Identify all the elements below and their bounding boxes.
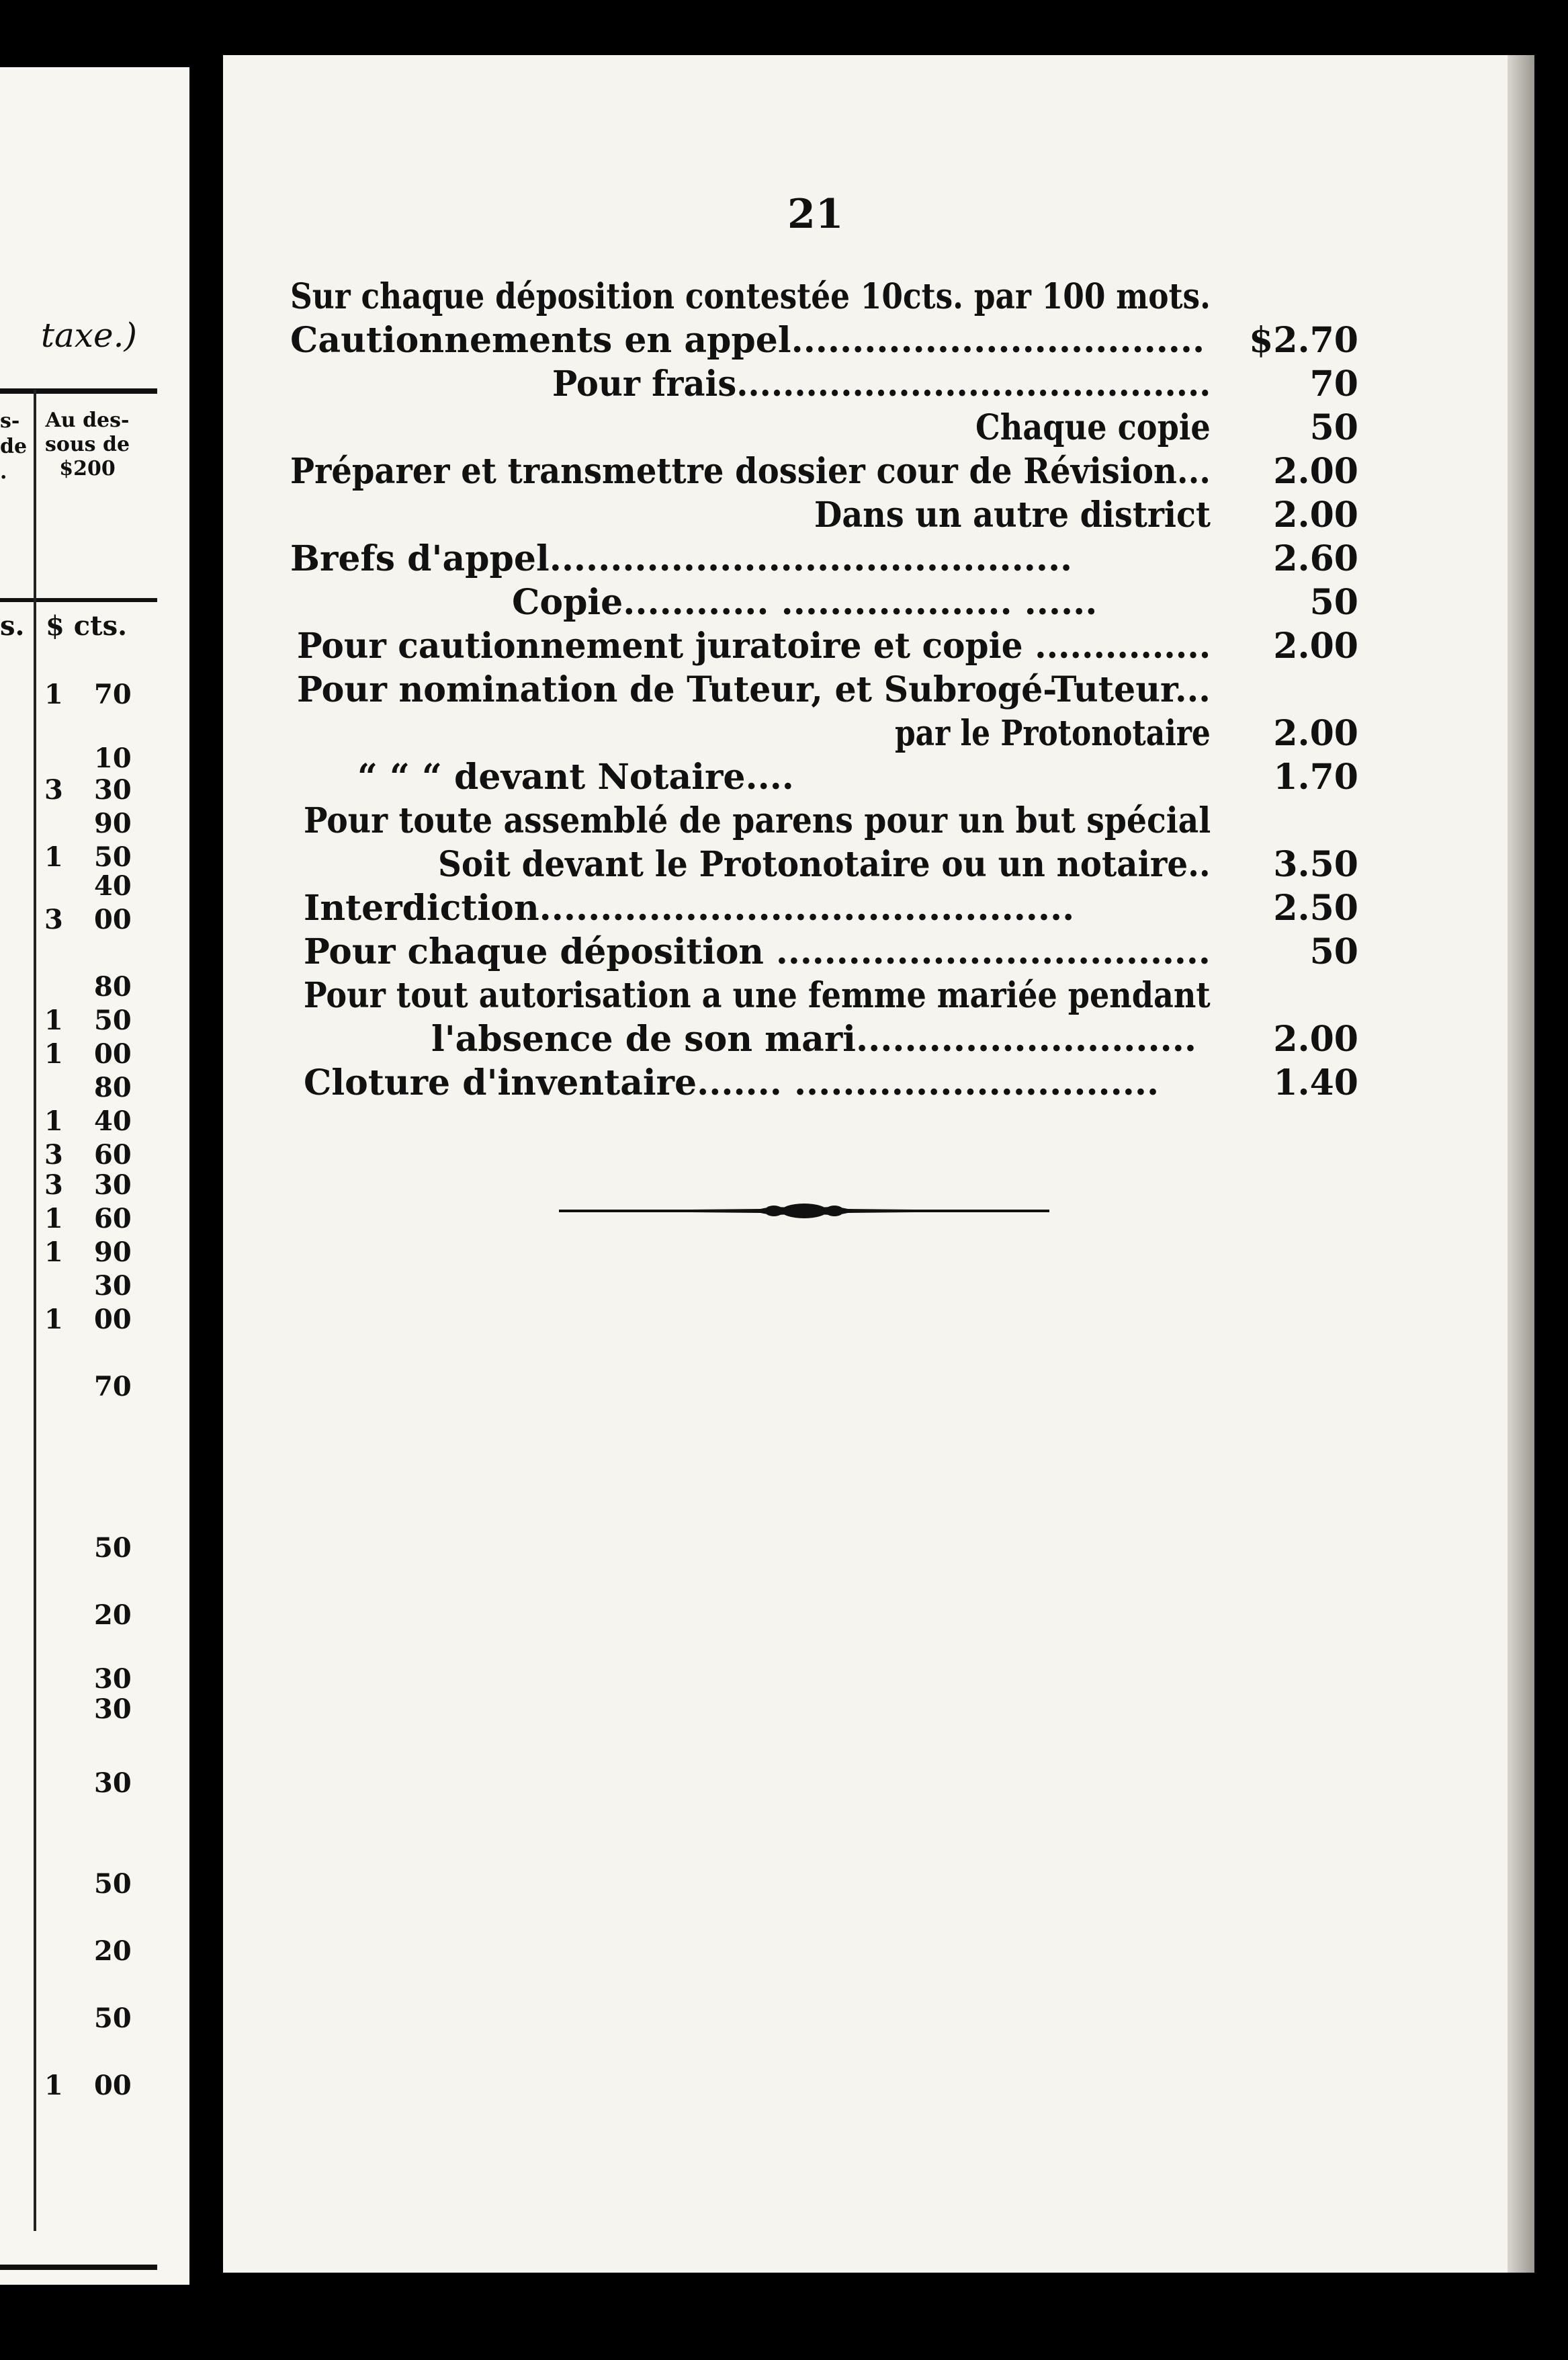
fee-line-label: Pour nomination de Tuteur, et Subrogé-Tuteur... [297, 669, 1211, 710]
row-cents: 30 [94, 774, 132, 806]
row-dollars: 1 [44, 1203, 63, 1234]
row-dollars: 1 [44, 679, 63, 710]
row-cents: 50 [94, 2003, 132, 2034]
fee-line-label: Sur chaque déposition contestée 10cts. par 100 mots. [290, 276, 1211, 317]
fee-line-price: 2.00 [1273, 451, 1358, 492]
column-b-header: Au des- sous de $200 [44, 409, 130, 480]
row-cents: 90 [94, 808, 132, 839]
page-edge-shadow [1508, 55, 1534, 2273]
row-cents: 40 [94, 870, 132, 902]
fee-line-label: Chaque copie [975, 407, 1211, 448]
fee-line-label: Brefs d'appel........................................... [290, 538, 1073, 579]
fee-line-label: Pour toute assemblé de parens pour un but spécial [304, 800, 1211, 841]
row-cents: 00 [94, 2070, 132, 2101]
fee-line-label: Pour frais......................................... [552, 364, 1211, 405]
column-a-header: s- de . [0, 409, 28, 484]
fee-line-price: 2.50 [1273, 888, 1358, 929]
fee-line-price: 50 [1309, 582, 1358, 623]
fee-line-label: Pour tout autorisation a une femme mariée pendant [304, 975, 1211, 1016]
column-b-unit: $ cts. [46, 610, 128, 642]
row-cents: 00 [94, 1038, 132, 1070]
header-rule-top [0, 388, 157, 394]
row-cents: 50 [94, 1868, 132, 1900]
fee-line-label: Cloture d'inventaire....... .............................. [304, 1062, 1160, 1103]
row-cents: 80 [94, 971, 132, 1003]
fee-line-price: 1.70 [1273, 757, 1358, 798]
row-dollars: 1 [44, 1005, 63, 1036]
row-dollars: 3 [44, 1169, 63, 1201]
fee-line-price: 2.00 [1273, 713, 1358, 754]
row-cents: 80 [94, 1072, 132, 1103]
row-dollars: 1 [44, 1105, 63, 1137]
fee-line-price: $2.70 [1249, 320, 1358, 361]
column-divider-body [34, 417, 36, 2231]
fee-line-label: Dans un autre district [814, 495, 1211, 536]
fee-line-label: Pour cautionnement juratoire et copie ............... [297, 626, 1211, 667]
row-cents: 30 [94, 1767, 132, 1799]
row-cents: 70 [94, 679, 132, 710]
row-dollars: 1 [44, 1236, 63, 1268]
row-cents: 50 [94, 1532, 132, 1564]
fee-line-price: 2.00 [1273, 495, 1358, 536]
row-cents: 20 [94, 1935, 132, 1967]
row-dollars: 3 [44, 1139, 63, 1171]
right-page [223, 55, 1534, 2273]
row-cents: 00 [94, 904, 132, 935]
left-page-title: taxe.) [40, 316, 137, 355]
row-cents: 00 [94, 1304, 132, 1335]
row-cents: 30 [94, 1663, 132, 1695]
row-dollars: 1 [44, 2070, 63, 2101]
row-cents: 40 [94, 1105, 132, 1137]
row-cents: 70 [94, 1371, 132, 1402]
row-cents: 60 [94, 1203, 132, 1234]
fee-line-price: 2.00 [1273, 626, 1358, 667]
fee-line-price: 3.50 [1273, 844, 1358, 885]
row-cents: 30 [94, 1169, 132, 1201]
fee-line-price: 1.40 [1273, 1062, 1358, 1103]
fee-line-label: Copie............ ................... ...... [512, 582, 1098, 623]
row-dollars: 3 [44, 904, 63, 935]
fee-line-label: Pour chaque déposition .................................... [304, 931, 1211, 972]
row-cents: 90 [94, 1236, 132, 1268]
row-cents: 50 [94, 1005, 132, 1036]
row-dollars: 1 [44, 1038, 63, 1070]
row-cents: 60 [94, 1139, 132, 1171]
fee-line-price: 70 [1309, 364, 1358, 405]
row-cents: 10 [94, 743, 132, 774]
fee-line-label: “ “ “ devant Notaire.... [357, 757, 794, 798]
fee-line-price: 2.60 [1273, 538, 1358, 579]
header-rule-bottom [0, 598, 157, 602]
page-number: 21 [787, 191, 844, 238]
fee-line-price: 50 [1309, 407, 1358, 448]
fee-line-label: Préparer et transmettre dossier cour de Révision... [290, 451, 1211, 492]
row-cents: 50 [94, 841, 132, 873]
fee-line-label: l'absence de son mari............................ [431, 1019, 1196, 1060]
row-dollars: 3 [44, 774, 63, 806]
column-a-unit: s. [0, 610, 25, 642]
left-page-fragment [0, 67, 189, 2285]
row-cents: 30 [94, 1270, 132, 1302]
row-cents: 30 [94, 1693, 132, 1725]
fee-line-label: par le Protonotaire [895, 713, 1211, 754]
fee-line-label: Soit devant le Protonotaire ou un notaire.. [438, 844, 1211, 885]
fee-line-label: Cautionnements en appel.................................. [290, 320, 1205, 361]
fee-line-price: 2.00 [1273, 1019, 1358, 1060]
ornamental-divider [559, 1197, 1049, 1224]
fee-line-price: 50 [1309, 931, 1358, 972]
fee-line-label: Interdiction............................................ [304, 888, 1075, 929]
row-cents: 20 [94, 1599, 132, 1631]
table-bottom-rule [0, 2265, 157, 2270]
row-dollars: 1 [44, 841, 63, 873]
row-dollars: 1 [44, 1304, 63, 1335]
